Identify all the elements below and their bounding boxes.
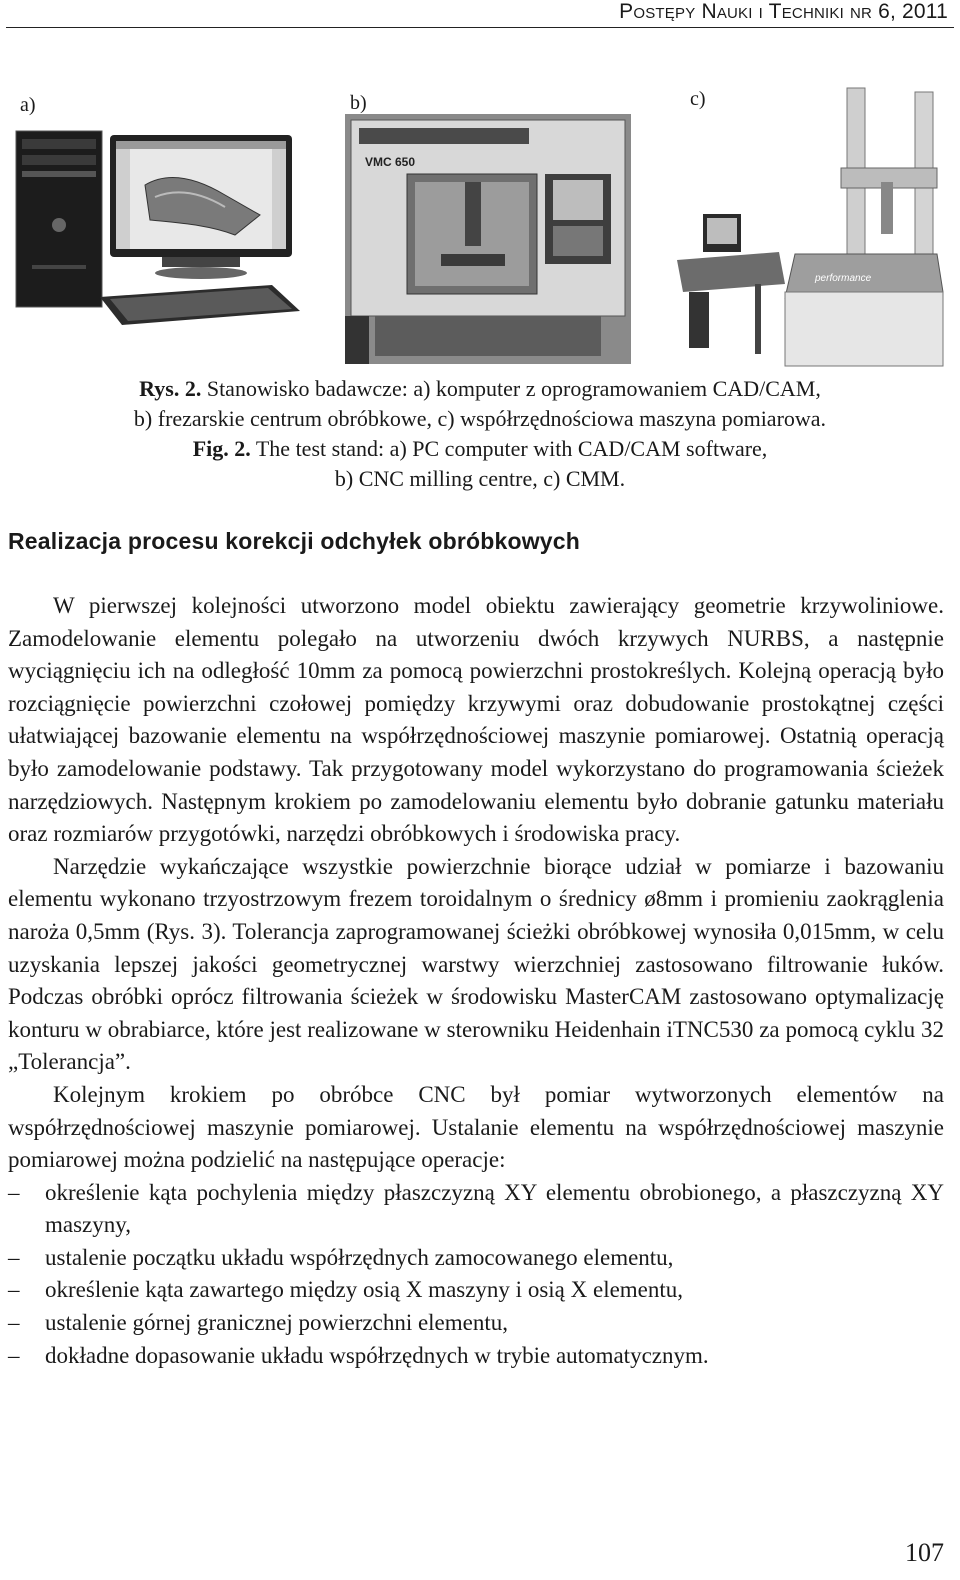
machine-badge: VMC 650 [365,155,416,169]
list-item [8,1242,944,1275]
body-text [8,590,944,1372]
dash-bullet: – [8,1310,20,1336]
paragraph: W pierwszej kolejności utworzono model obiektu zawierający geometrie krzywoliniowe. Zamodelowanie elementu polegało na utworzeniu dwóch krzywych NURBS, a następnie wyciągnięciu ich na odległość 10mm za pomocą powierzchni prostokreślych. Kolejną operacją było rozciągnięcie powierzchni czołowej pomiędzy krzywymi oraz dobudowanie prostokątnej części ułatwiającej bazowanie elementu na współrzędnościowej maszynie pomiarowej. Ostatnią operacją było zamodelowanie podstawy. Tak przygotowany model wykorzystano do programowania ścieżek narzędziowych. Następnym krokiem po zamodelowaniu elementu było dobranie gatunku materiału oraz rozmiarów przygotówki, narzędzi obróbkowych i środowiska pracy. [8,593,944,847]
list-item-text: określenie kąta pochylenia między płaszczyzną XY elementu obrobionego, a płaszczyzną XY maszyny, [45,1179,944,1238]
caption-pl-line1: Stanowisko badawcze: a) komputer z oprogramowaniem CAD/CAM, [201,376,821,401]
list-item [8,1177,944,1242]
dash-bullet: – [8,1179,20,1205]
page-number: 107 [905,1538,944,1567]
figure-label-b: b) [350,92,367,114]
dash-bullet: – [8,1277,20,1303]
caption-pl-line2: b) frezarskie centrum obróbkowe, c) współrzędnościowa maszyna pomiarowa. [133,406,827,431]
dash-bullet: – [8,1342,20,1368]
paragraph: Kolejnym krokiem po obróbce CNC był pomiar wytworzonych elementów na współrzędnościowej maszynie pomiarowej. Ustalanie elementu na współrzędnościowej maszynie pomiarowej można podzielić na następujące operacje: [8,1081,944,1173]
list-item-text: ustalenie górnej granicznej powierzchni elementu, [45,1310,508,1336]
list-item [8,1274,944,1307]
dash-bullet: – [8,1244,20,1270]
coordinate-measuring-machine-photo [675,84,945,379]
operations-list [8,1177,944,1373]
vmc-650-milling-centre-photo [345,114,631,364]
figure-label-c: c) [690,88,706,110]
header-rule [6,27,954,28]
list-item-text: określenie kąta zawartego między osią X maszyny i osią X elementu, [45,1277,684,1303]
list-item [8,1340,944,1373]
list-item [8,1307,944,1340]
paragraph: Narzędzie wykańczające wszystkie powierzchnie biorące udział w pomiarze i bazowaniu elementu wykonano trzyostrzowym frezem toroidalnym o średnicy ø8mm i promieniu zaokrąglenia naroża 0,5mm (Rys. 3). Tolerancja zaprogramowanej ścieżki obróbkowej wynosiła 0,015mm, w celu uzyskania lepszej jakości geometrycznej warstwy wierzchniej zastosowano filtrowanie łuków. Podczas obróbki oprócz filtrowania ścieżek w środowisku MasterCAM zastosowano optymalizację konturu w obrabiarce, które jest realizowane w sterowniku Heidenhain iTNC530 za pomocą cyklu 32 „Tolerancja”. [8,853,944,1075]
list-item-text: dokładne dopasowanie układu współrzędnych w trybie automatycznym. [45,1342,709,1368]
section-heading: Realizacja procesu korekcji odchyłek obróbkowych [8,528,581,554]
running-header: Postępy Nauki i Techniki nr 6, 2011 [619,0,948,23]
figure-caption [0,374,960,494]
computer-with-cad-cam-photo [10,125,302,330]
caption-pl-prefix: Rys. 2. [139,376,202,401]
figure-label-a: a) [20,94,36,116]
list-item-text: ustalenie początku układu współrzędnych zamocowanego elementu, [45,1244,674,1270]
caption-en-line1: The test stand: a) PC computer with CAD/CAM software, [250,436,768,461]
caption-en-prefix: Fig. 2. [192,436,251,461]
caption-en-line2: b) CNC milling centre, c) CMM. [334,466,626,491]
cmm-badge: performance [815,273,872,284]
